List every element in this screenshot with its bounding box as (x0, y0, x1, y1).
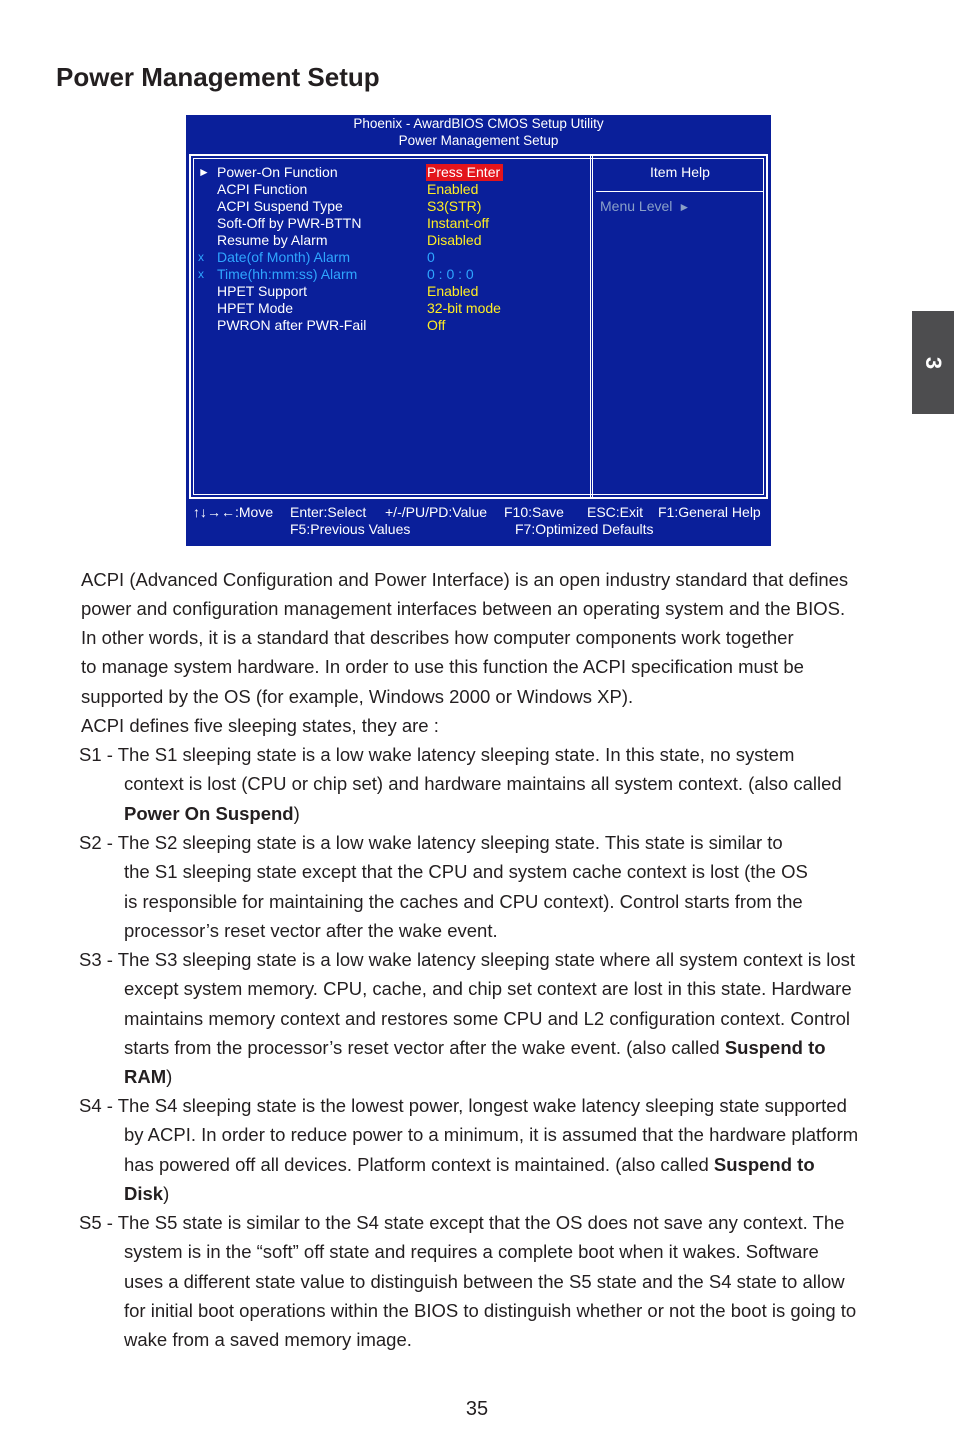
s3-text: starts from the processor’s reset vector after the wake event. (also called (124, 1036, 725, 1058)
bios-setting-label: Date(of Month) Alarm (217, 249, 351, 265)
submenu-arrow-icon: ► (198, 165, 210, 179)
bios-setting-row[interactable] (198, 198, 518, 215)
s2-line: the S1 sleeping state except that the CPU and system cache context is lost (the OS (124, 861, 808, 883)
s3-tail: ) (166, 1066, 173, 1088)
intro-line: ACPI (Advanced Configuration and Power Interface) is an open industry standard that defines (81, 569, 849, 590)
item-help-separator (596, 191, 764, 192)
s4-text: has powered off all devices. Platform context is maintained. (also called (124, 1153, 714, 1175)
s1-bold-term: Power On Suspend (124, 802, 294, 824)
s5-line: uses a different state value to distinguish between the S5 state and the S4 state to allow (124, 1270, 845, 1292)
s1-line: S1 - The S1 sleeping state is a low wake latency sleeping state. In this state, no system (79, 744, 795, 765)
bios-setting-row[interactable] (198, 164, 518, 181)
bios-setting-value[interactable]: 32-bit mode (427, 300, 501, 316)
s4-line (79, 1150, 909, 1179)
bios-setting-label: Soft-Off by PWR-BTTN (217, 215, 362, 231)
bios-setting-row[interactable] (198, 317, 518, 334)
sleep-state-s1 (79, 740, 909, 828)
bios-setting-value[interactable]: S3(STR) (427, 198, 482, 214)
menu-level (600, 198, 690, 214)
s2-line: S2 - The S2 sleeping state is a low wake latency sleeping state. This state is similar to (79, 832, 783, 853)
s5-line: wake from a saved memory image. (124, 1329, 412, 1351)
s3-line: S3 - The S3 sleeping state is a low wake latency sleeping state where all system context is lost (79, 949, 856, 970)
bios-setting-row[interactable] (198, 215, 518, 232)
footer-optimized: F7:Optimized Defaults (515, 521, 654, 537)
footer-previous: F5:Previous Values (290, 521, 411, 537)
footer-exit: ESC:Exit (587, 504, 644, 520)
bios-setting-row[interactable] (198, 283, 518, 300)
menu-level-label: Menu Level (600, 198, 673, 214)
s2-line: is responsible for maintaining the caches and CPU context). Control starts from the (124, 890, 803, 912)
s3-line: except system memory. CPU, cache, and chip set context are lost in this state. Hardware (124, 978, 852, 1000)
item-help-title: Item Help (650, 164, 710, 180)
s5-line: S5 - The S5 state is similar to the S4 state except that the OS does not save any context. The (79, 1212, 845, 1233)
bios-setting-value[interactable]: Enabled (427, 283, 479, 299)
bios-setting-label: ACPI Suspend Type (217, 198, 343, 214)
s3-line (79, 1033, 909, 1062)
s4-tail: ) (163, 1182, 170, 1204)
disabled-mark-icon: x (198, 267, 204, 281)
bios-setting-row[interactable] (198, 266, 518, 283)
s2-line: processor’s reset vector after the wake event. (124, 919, 498, 941)
sleep-state-s4 (79, 1091, 909, 1208)
intro-line: In other words, it is a standard that describes how computer components work together (81, 627, 794, 648)
s5-line: for initial boot operations within the BIOS to distinguish whether or not the boot is going to (124, 1299, 857, 1321)
bios-setting-value[interactable]: 0 : 0 : 0 (427, 266, 474, 282)
footer-save: F10:Save (504, 504, 564, 520)
s4-line (79, 1179, 909, 1208)
bios-setting-label: PWRON after PWR-Fail (217, 317, 367, 333)
chapter-number: 3 (921, 356, 946, 369)
bios-setting-label: Time(hh:mm:ss) Alarm (217, 266, 358, 282)
s1-line: context is lost (CPU or chip set) and hardware maintains all system context. (also called (124, 773, 842, 795)
disabled-mark-icon: x (198, 250, 204, 264)
bios-setting-value[interactable]: Enabled (427, 181, 479, 197)
footer-enter: Enter:Select (290, 504, 367, 520)
bios-setting-row[interactable] (198, 249, 518, 266)
bios-header-utility: Phoenix - AwardBIOS CMOS Setup Utility (353, 116, 604, 131)
bios-setting-label: Resume by Alarm (217, 232, 328, 248)
sleep-state-s3 (79, 945, 909, 1091)
bios-setting-label: HPET Support (217, 283, 308, 299)
bios-setting-label: HPET Mode (217, 300, 293, 316)
states-intro: ACPI defines five sleeping states, they are : (81, 715, 439, 736)
bios-setting-row[interactable] (198, 232, 518, 249)
footer-move: ↑↓→←:Move (193, 504, 274, 520)
chapter-tab (912, 311, 954, 414)
page-title: Power Management Setup (56, 62, 380, 92)
s1-line (79, 799, 909, 828)
s3-line (79, 1062, 909, 1091)
s4-line: by ACPI. In order to reduce power to a minimum, it is assumed that the hardware platform (124, 1124, 859, 1146)
bios-setting-row[interactable] (198, 300, 518, 317)
bios-header (186, 115, 771, 149)
bios-screenshot (186, 115, 771, 546)
intro-line: power and configuration management interfaces between an operating system and the BIOS. (81, 598, 846, 619)
sleep-state-s5 (79, 1208, 909, 1354)
menu-level-arrow-icon: ► (678, 200, 691, 214)
s4-line: S4 - The S4 sleeping state is the lowest power, longest wake latency sleeping state supported (79, 1095, 847, 1116)
s3-line: maintains memory context and restores some CPU and L2 configuration context. Control (124, 1007, 850, 1029)
bios-header-screen: Power Management Setup (398, 133, 559, 148)
bios-setting-row[interactable] (198, 181, 518, 198)
intro-line: supported by the OS (for example, Windows 2000 or Windows XP). (81, 686, 634, 707)
bios-divider (590, 154, 593, 499)
page-number: 35 (465, 1398, 489, 1420)
bios-setting-value[interactable]: 0 (427, 249, 435, 265)
bios-setting-label: ACPI Function (217, 181, 308, 197)
s3-bold-term-end: RAM (124, 1066, 167, 1088)
s4-bold-term: Suspend to (713, 1153, 815, 1175)
bios-setting-label: Power-On Function (217, 164, 338, 180)
sleep-state-s2 (79, 828, 909, 945)
intro-line: to manage system hardware. In order to use this function the ACPI specification must be (81, 656, 804, 677)
s4-bold-term-end: Disk (124, 1182, 164, 1204)
footer-value: +/-/PU/PD:Value (385, 504, 488, 520)
bios-setting-value[interactable]: Off (427, 317, 446, 333)
bios-setting-value[interactable]: Instant-off (427, 215, 490, 231)
bios-setting-value[interactable]: Press Enter (426, 164, 503, 181)
s1-tail: ) (293, 802, 300, 824)
s3-bold-term: Suspend to (724, 1036, 826, 1058)
footer-help: F1:General Help (658, 504, 761, 520)
s5-line: system is in the “soft” off state and requires a complete boot when it wakes. Software (124, 1241, 819, 1263)
bios-setting-value[interactable]: Disabled (427, 232, 482, 248)
